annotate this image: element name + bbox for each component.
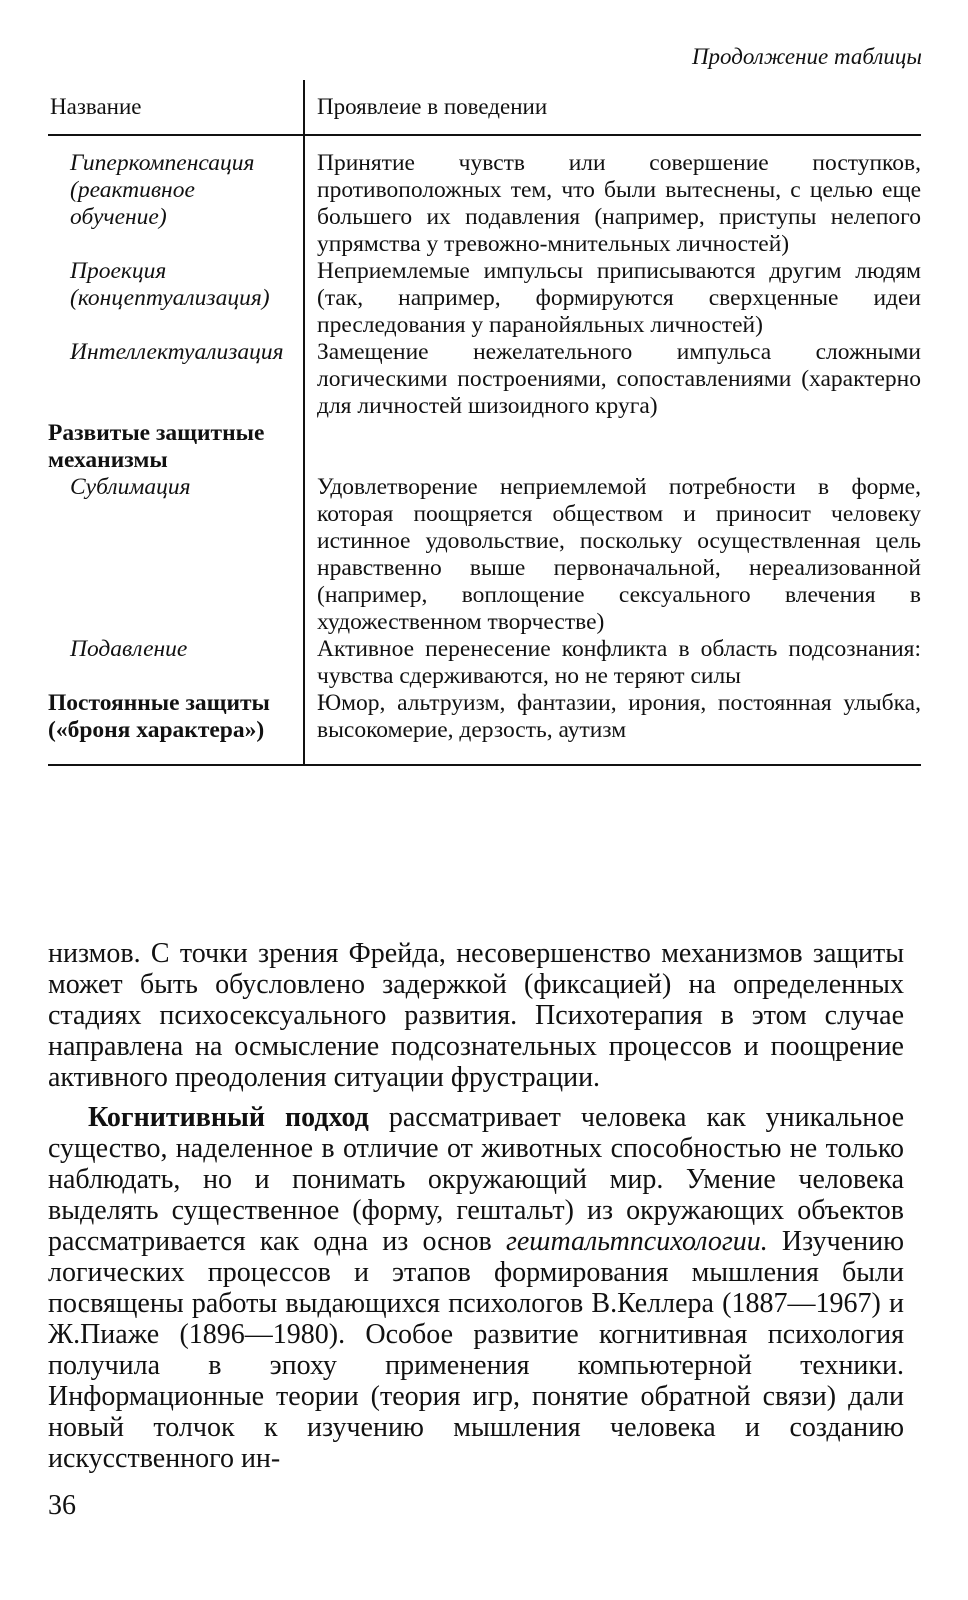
mechanism-description: Юмор, альтруизм, фантазии, ирония, постоянная улыбка, высокомерие, дерзость, аутизм bbox=[304, 690, 921, 765]
table-row bbox=[48, 636, 921, 690]
body-text bbox=[48, 938, 904, 1474]
mechanism-description: Неприемлемые импульсы приписываются другим людям (так, например, формируются сверхценные идеи преследования у паранойяльных личностей) bbox=[304, 258, 921, 339]
table-continuation-label: Продолжение таблицы bbox=[691, 44, 922, 69]
table-row bbox=[48, 690, 921, 765]
italic-term: гештальтпсихологии. bbox=[505, 1226, 768, 1257]
defense-mechanisms-table bbox=[48, 80, 921, 766]
paragraph-text: рассматривает человека как уникальное существо, наделенное в отличие от животных способностью не только наблюдать, но и понимать окружающий мир. Умение человека выделять существенное (форму, гештальт) из окружающих объектов рассматривается как одна из основ bbox=[48, 1102, 905, 1257]
mechanism-group-name: Постоянные защиты («броня характера») bbox=[48, 690, 270, 743]
paragraph-text: Изучению логических процессов и этапов формирования мышления были посвящены работы выдающихся психологов В.Келлера (1887—1967) и Ж.Пиаже (1896—1980). Особое развитие когнитивная психология получила в эпоху применения компьютерной техники. Информационные теории (теория игр, понятие обратной связи) дали новый толчок к изучению мышления человека и созданию искусственного ин- bbox=[48, 1226, 905, 1474]
table-row bbox=[48, 135, 921, 258]
mechanism-description: Замещение нежелательного импульса сложными логическими построениями, сопоставлениями (характерно для личностей шизоидного круга) bbox=[304, 339, 921, 420]
bold-term: Когнитивный подход bbox=[88, 1102, 369, 1133]
mechanism-description bbox=[304, 420, 921, 474]
paragraph bbox=[48, 1102, 904, 1474]
mechanism-group-name: Развитые защитные механизмы bbox=[48, 420, 265, 473]
table-header-row bbox=[48, 80, 921, 135]
mechanism-description: Принятие чувств или совершение поступков, противоположных тем, что были вытеснены, с целью еще большего их подавления (например, приступы нелепого упрямства у тревожно-мнительных личностей) bbox=[304, 135, 921, 258]
table-row bbox=[48, 420, 921, 474]
paragraph: низмов. С точки зрения Фрейда, несовершенство механизмов защиты может быть обусловлено задержкой (фиксацией) на определенных стадиях психосексуального развития. Психотерапия в этом случае направлена на осмысление подсознательных процессов и поощрение активного преодоления ситуации фрустрации. bbox=[48, 938, 904, 1093]
mechanism-name: Проекция (концептуализация) bbox=[70, 258, 270, 311]
column-header-behavior: Проявлеие в поведении bbox=[304, 80, 921, 135]
mechanism-name: Сублимация bbox=[70, 474, 191, 500]
table-row bbox=[48, 474, 921, 636]
mechanism-description: Удовлетворение неприемлемой потребности в форме, которая поощряется обществом и приносит человеку истинное удовольствие, поскольку осуществленная цель нравственно выше первоначальной, нереализованной (например, воплощение сексуального влечения в художественном творчестве) bbox=[304, 474, 921, 636]
page-number: 36 bbox=[48, 1490, 76, 1521]
mechanism-description: Активное перенесение конфликта в область подсознания: чувства сдерживаются, но не теряют силы bbox=[304, 636, 921, 690]
column-header-name: Название bbox=[48, 80, 304, 135]
table-row bbox=[48, 339, 921, 420]
mechanism-name: Подавление bbox=[70, 636, 188, 662]
table-row bbox=[48, 258, 921, 339]
mechanism-name: Гиперкомпенсация (реактивное обучение) bbox=[70, 150, 255, 230]
mechanism-name: Интеллектуализация bbox=[70, 339, 284, 365]
